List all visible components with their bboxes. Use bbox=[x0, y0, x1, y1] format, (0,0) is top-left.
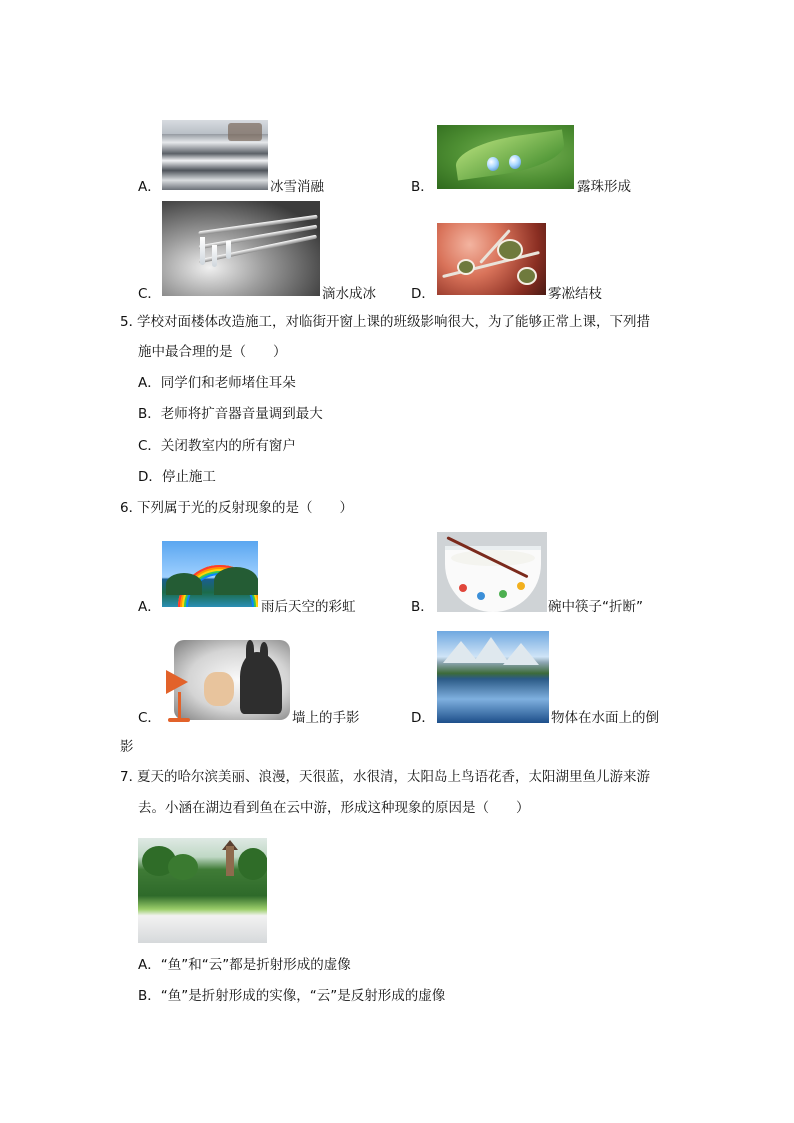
q6-option-d-text: 物体在水面上的倒 bbox=[551, 710, 659, 726]
melting-ice-image bbox=[162, 120, 268, 190]
q7-option-a: A．“鱼”和“云”都是折射形成的虚像 bbox=[138, 957, 351, 973]
q6-option-a-letter: A． bbox=[138, 599, 161, 615]
q6-option-c-text: 墙上的手影 bbox=[292, 710, 360, 726]
q4-option-c-letter: C． bbox=[138, 286, 161, 302]
q6-stem: 下列属于光的反射现象的是（ ） bbox=[137, 500, 353, 516]
chopstick-bowl-image bbox=[437, 532, 547, 612]
q5-stem-line2: 施中最合理的是（ ） bbox=[138, 344, 287, 360]
q7-number: 7． bbox=[120, 769, 143, 785]
lake-park-image bbox=[138, 838, 267, 943]
lake-reflection-image bbox=[437, 631, 549, 723]
q6-option-d-letter: D． bbox=[411, 710, 435, 726]
q5-number: 5． bbox=[120, 314, 143, 330]
hand-shadow-image bbox=[162, 640, 292, 724]
q6-option-b-letter: B． bbox=[411, 599, 434, 615]
q4-option-a-letter: A． bbox=[138, 179, 161, 195]
icicle-image bbox=[162, 201, 320, 296]
dew-leaf-image bbox=[437, 125, 574, 189]
q7-option-b: B．“鱼”是折射形成的实像，“云”是反射形成的虚像 bbox=[138, 988, 446, 1004]
q4-option-d-text: 雾凇结枝 bbox=[548, 286, 602, 302]
q5-option-d: D．停止施工 bbox=[138, 469, 216, 485]
q5-option-c: C．关闭教室内的所有窗户 bbox=[138, 438, 296, 454]
q4-option-d-letter: D． bbox=[411, 286, 435, 302]
q6-option-a-text: 雨后天空的彩虹 bbox=[261, 599, 356, 615]
q4-option-c-text: 滴水成冰 bbox=[322, 286, 376, 302]
rime-frost-image bbox=[437, 223, 546, 295]
q4-option-a-text: 冰雪消融 bbox=[270, 179, 324, 195]
q5-stem-line1: 学校对面楼体改造施工，对临街开窗上课的班级影响很大，为了能够正常上课，下列措 bbox=[137, 314, 650, 330]
q6-option-b-text: 碗中筷子“折断” bbox=[548, 599, 643, 615]
q5-option-b: B．老师将扩音器音量调到最大 bbox=[138, 406, 323, 422]
q4-option-b-letter: B． bbox=[411, 179, 434, 195]
q6-option-d-wrap: 影 bbox=[120, 739, 134, 755]
q7-stem-line1: 夏天的哈尔滨美丽、浪漫，天很蓝，水很清，太阳岛上鸟语花香，太阳湖里鱼儿游来游 bbox=[137, 769, 650, 785]
q6-number: 6． bbox=[120, 500, 143, 516]
rainbow-image bbox=[162, 541, 258, 607]
q4-option-b-text: 露珠形成 bbox=[577, 179, 631, 195]
q6-option-c-letter: C． bbox=[138, 710, 161, 726]
q7-stem-line2: 去。小涵在湖边看到鱼在云中游，形成这种现象的原因是（ ） bbox=[138, 800, 530, 816]
q5-option-a: A．同学们和老师堵住耳朵 bbox=[138, 375, 296, 391]
